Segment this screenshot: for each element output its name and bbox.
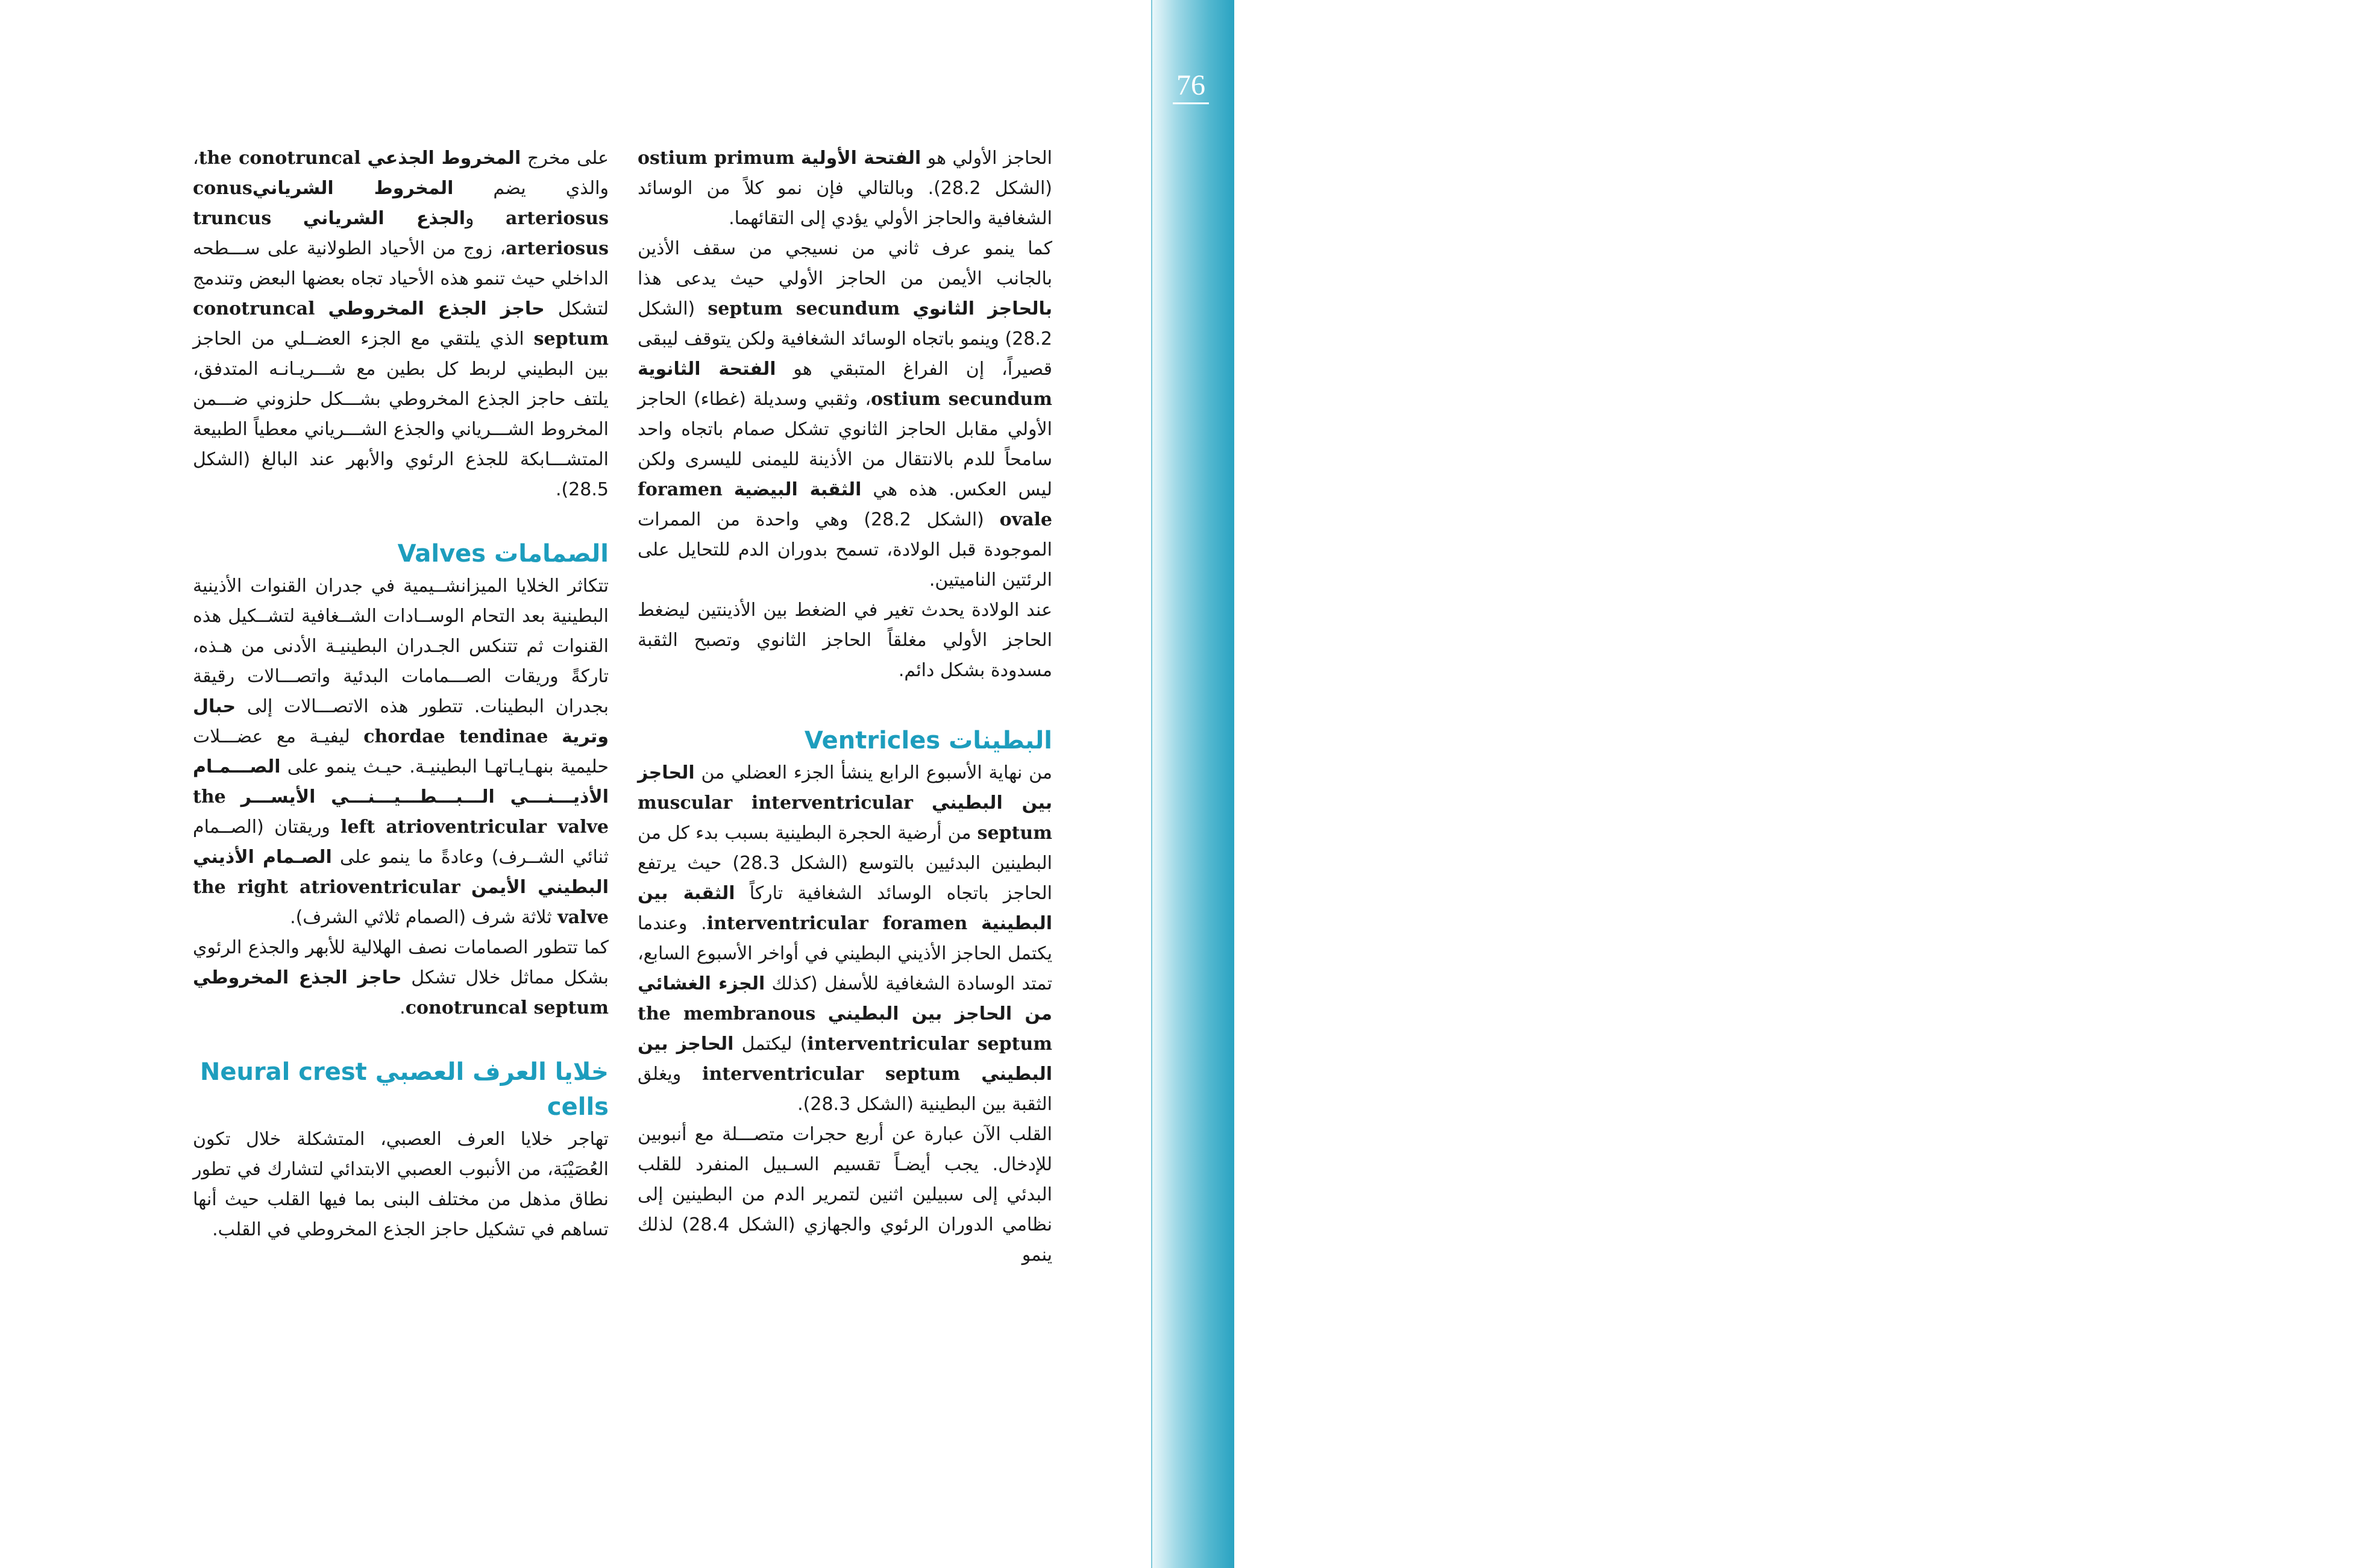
english-term: the left atrioventricular valve <box>193 786 609 838</box>
english-term: the membranous interventricular septum <box>638 1003 1052 1055</box>
text-run <box>794 148 800 169</box>
english-term: chordae tendinae <box>363 726 548 747</box>
heading-valves: الصمامات Valves <box>397 540 609 568</box>
arabic-term: الحاجز بين البطيني <box>638 1033 1052 1085</box>
arabic-term: الثقبة بين البطينية <box>638 883 1052 934</box>
text-run: (الشكل 28.2). وبالتالي فإن نمو كلاً من الوسائد الشغافية والحاجز الأولي يؤدي إلى التقائهما. <box>638 178 1052 229</box>
text-run: تهاجر خلايا العرف العصبي، المتشكلة خلال تكون العُصَيْبَة، من الأنبوب العصبي الابتدائي لتشارك في تطور نطاق مذهل من مختلف البنى بما فيها القلب حيث أنها تساهم في تشكيل حاجز الجذع المخروطي في القلب. <box>193 1129 609 1240</box>
arabic-term: الفتحة الأولية <box>800 148 921 169</box>
arabic-term: الصـمام الأذيني البطيني الأيمن <box>193 847 609 898</box>
text-run: تتكاثر الخلايا الميزانشــيمية في جدران القنوات الأذينية البطينية بعد التحام الوســادات الشــغافية لتشــكيل هذه القنوات ثم تتنكس الجـدران البطينيـة الأدنى من هـذه، تاركةً وريقات الصـــمامات البدئية واتصـــالات رقيقة بجدران البطينات. تتطور هذه الاتصـــالات إلى <box>193 575 609 717</box>
text-run <box>723 479 734 500</box>
text-run <box>315 298 328 319</box>
heading-ventricles: البطينات Ventricles <box>804 727 1052 754</box>
text-run <box>815 1003 827 1024</box>
text-run: كما ينمو عرف ثاني من نسيجي من سقف الأذين بالجانب الأيمن من الحاجز الأولي حيث يدعى هذا <box>638 238 1052 289</box>
english-term: conotruncal septum <box>193 298 609 350</box>
arabic-term: الجذع الشرياني <box>303 208 466 229</box>
arabic-term: بالحاجز الثانوي <box>912 298 1052 319</box>
text-run <box>226 786 241 808</box>
arabic-term: حبال وترية <box>193 696 609 747</box>
left-column <box>193 143 609 1245</box>
paragraph-conotruncal <box>193 143 609 505</box>
chapter-sidebar <box>1151 0 2358 1568</box>
text-run: . <box>400 997 406 1018</box>
arabic-term: حاجز الجذع المخروطي <box>328 298 545 319</box>
english-term: conotruncal septum <box>405 997 609 1018</box>
text-run <box>960 1064 981 1085</box>
text-run: ثلاثة شرف (الصمام ثلاثي الشرف). <box>290 907 558 928</box>
text-run <box>913 792 932 814</box>
english-term: septum secundum <box>708 298 900 319</box>
right-column <box>638 143 1052 1270</box>
text-run: ليفيـة مع عضـــلات حليمية بنهـايـاتهـا البطينيـة. حيـث ينمو على <box>193 726 609 777</box>
text-run: ويغلق الثقبة بين البطينية (الشكل 28.3). <box>638 1064 1052 1115</box>
heading-neural-crest: خلايا العرف العصبي Neural crest cells <box>199 1058 609 1121</box>
page-number: 76 <box>1173 71 1209 104</box>
text-run: الحاجز الأولي هو <box>921 148 1052 169</box>
english-term: interventricular foramen <box>706 913 968 934</box>
arabic-term: الجزء الغشائي من الحاجز بين البطيني <box>638 973 1052 1024</box>
text-run: عند الولادة يحدث تغير في الضغط بين الأذينتين ليضغط الحاجز الأولي مغلقاً الحاجز الثانوي وتصبح الثقبة مسدودة بشكل دائم. <box>638 600 1052 681</box>
arabic-term: الحاجز بين البطيني <box>638 762 1052 814</box>
text-run: (الشكل 28.2) وهي واحدة من الممرات الموجودة قبل الولادة، تسمح بدوران الدم للتحايل على الرئتين الناميتين. <box>638 509 1052 591</box>
text-run: وريقتان (الصــمام ثنائي الشــرف) وعادةً ما ينمو على <box>193 817 609 868</box>
arabic-term: المخروط الجذعي <box>367 148 521 169</box>
paragraph-septum-secundum <box>638 234 1052 595</box>
text-run: القلب الآن عبارة عن أربع حجرات متصـــلة مع أنبوبين للإدخال. يجب أيضـاً تقسيم السـبيل المنفرد للقلب البدئي إلى سبيلين اثنين لتمرير الدم من البطينين إلى نظامي الدوران الرئوي والجهازي (الشكل 28.4) لذلك ينمو <box>638 1124 1052 1265</box>
text-run: ) ليكتمل <box>733 1033 808 1055</box>
text-run: (الشكل 28.2) وينمو باتجاه الوسائد الشغافية ولكن يتوقف ليبقى قصيراً، إن الفراغ المتبقي هو <box>638 298 1052 380</box>
english-term: muscular interventricular septum <box>638 792 1052 844</box>
text-run <box>361 148 368 169</box>
english-term: ostium primum <box>638 148 795 169</box>
text-run: ، زوج من الأحياد الطولانية على ســـطحه الداخلي حيث تنمو هذه الأحياد تجاه بعضها البعض وتندمج لتشكل <box>193 238 609 319</box>
text-run <box>900 298 912 319</box>
text-run: من نهاية الأسبوع الرابع ينشأ الجزء العضلي من <box>694 762 1052 783</box>
arabic-term: المخروط الشرياني <box>252 178 454 199</box>
paragraph-four-chambers <box>638 1120 1052 1270</box>
text-run: و <box>465 208 506 229</box>
paragraph-valves <box>193 571 609 933</box>
english-term: the conotruncal <box>198 148 361 169</box>
text-run <box>460 877 471 898</box>
paragraph-interventricular-septum <box>638 758 1052 1120</box>
text-run: ، وثقبي وسديلة (غطاء) الحاجز الأولي مقابل الحاجز الثانوي تشكل صمام باتجاه واحد سامحاً للدم بالانتقال من الأذينة لليمنى لليسرى ولكن ليس العكس. هذه هي <box>638 389 1052 500</box>
english-term: interventricular septum <box>702 1064 961 1085</box>
english-term: conus arteriosus <box>193 178 609 229</box>
chapter-title: الفصل 28 جهاز الدوران: حجرات القلب <box>2327 51 2358 560</box>
text-run <box>548 726 561 747</box>
english-term: ostium secundum <box>871 389 1052 410</box>
paragraph-neural-crest <box>193 1124 609 1245</box>
text-run: ، والذي يضم <box>193 148 609 199</box>
english-term: the right atrioventricular valve <box>193 877 609 928</box>
paragraph-ostium-primum <box>638 143 1052 234</box>
text-run: الذي يلتقي مع الجزء العضــلي من الحاجز بين البطيني لربط كل بطين مع شـــريـانـه المتدفق، يلتف حاجز الجذع المخروطي بشـــكل حلزوني ضـــمن المخروط الشـــرياني والجذع الشـــرياني معطياً الطبيعة المتشـــابكة للجذع الرئوي والأبهر عند البالغ (الشكل 28.5). <box>193 328 609 500</box>
text-run: . وعندما يكتمل الحاجز الأذيني البطيني في أواخر الأسبوع السابع، تمتد الوسادة الشغافية للأسفل (كذلك <box>638 913 1052 994</box>
arabic-term: الصـــمـام الأذيـــنـــي الـــبـــطـــيـــنـــي الأيســـر <box>193 756 609 808</box>
text-run <box>967 913 981 934</box>
text-run: من أرضية الحجرة البطينية بسبب بدء كل من البطينين البدئيين بالتوسع (الشكل 28.3) حيث يرتفع الحاجز باتجاه الوسائد الشغافية تاركاً <box>638 823 1053 904</box>
english-term: truncus arteriosus <box>193 208 609 259</box>
text-run: كما تتطور الصمامات نصف الهلالية للأبهر والجذع الرئوي بشكل مماثل خلال تشكل <box>193 937 609 988</box>
text-run <box>271 208 303 229</box>
english-term: foramen ovale <box>638 479 1052 530</box>
paragraph-semilunar <box>193 933 609 1023</box>
text-run: على مخرج <box>521 148 609 169</box>
arabic-term: الفتحة الثانوية <box>638 359 776 380</box>
arabic-term: حاجز الجذع المخروطي <box>193 967 402 988</box>
paragraph-birth-closure <box>638 595 1052 686</box>
arabic-term: الثقبة البيضية <box>733 479 862 500</box>
